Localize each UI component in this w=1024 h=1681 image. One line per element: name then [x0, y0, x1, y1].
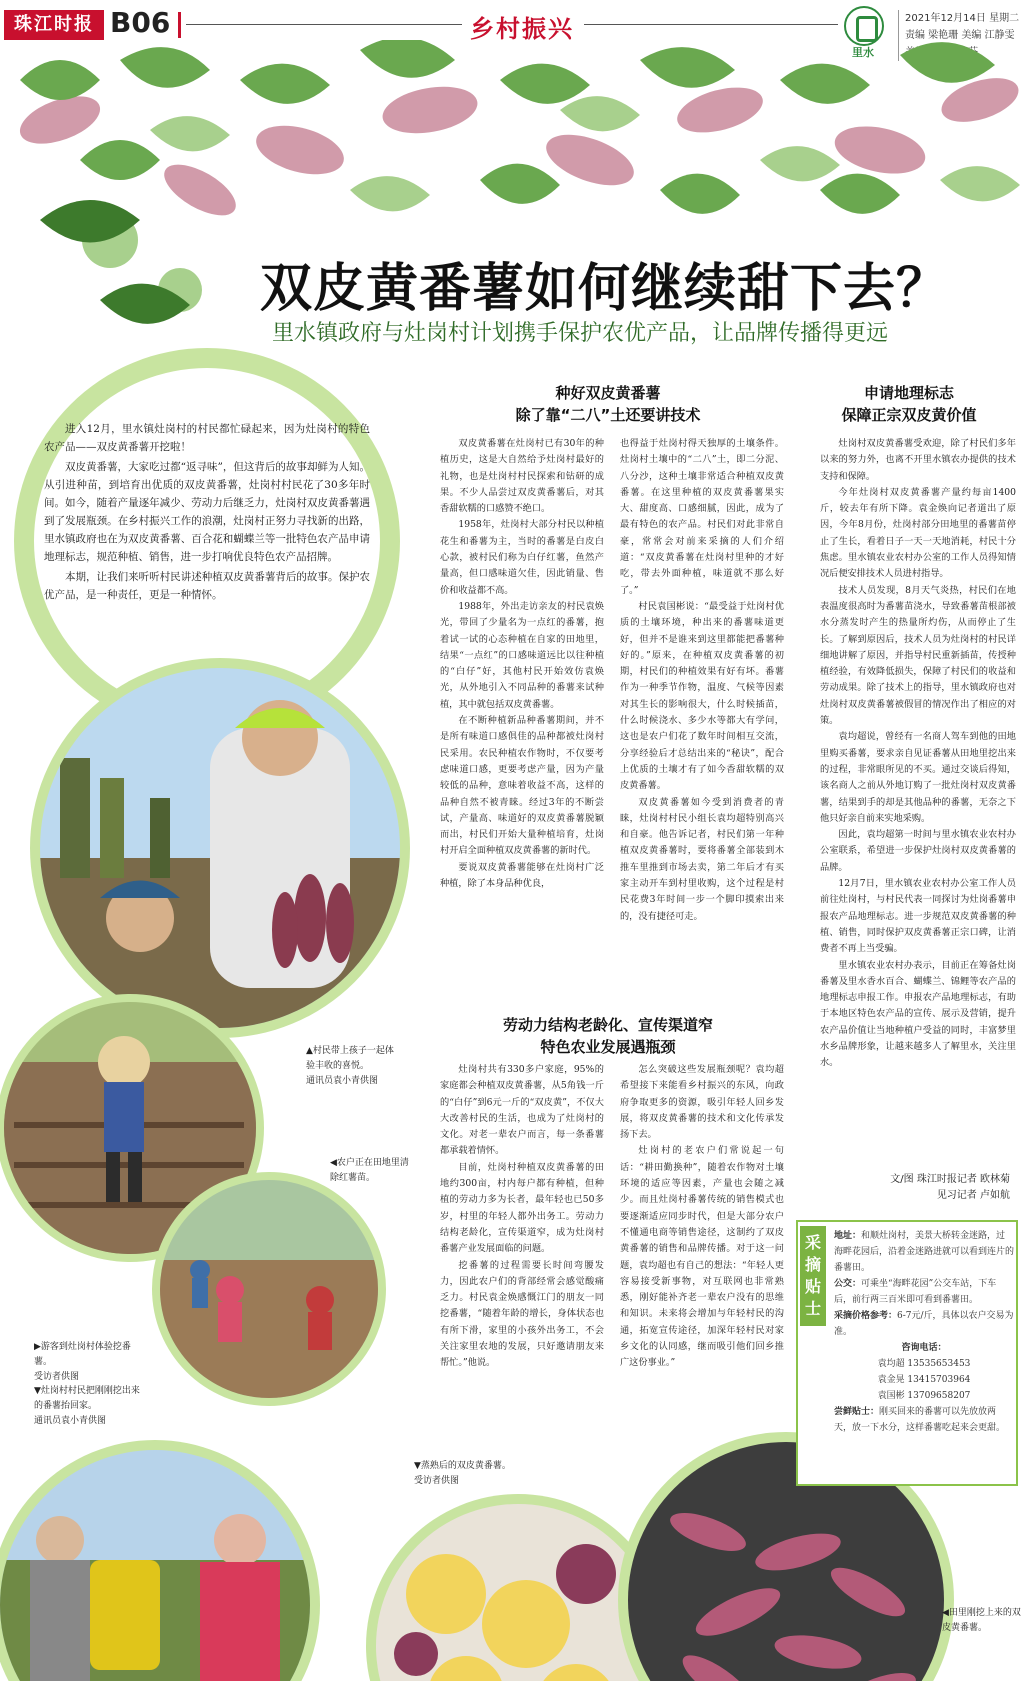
article-paragraph: 要说双皮黄番薯能够在灶岗村广泛种植，除了本身品种优良， — [440, 861, 604, 890]
lishui-logo-label: 里水 — [852, 46, 874, 59]
article-paragraph: 袁均超说，曾经有一名商人驾车到他的田地里购买番薯，要求亲自见证番薯从田地里挖出来的过程，非常眼所见的不买。通过交谈后得知，该名商人之前从外地订购了一批灶岗村双皮黄番薯，结果到手的却是其他品种的番薯，无奈之下他只好亲自前来实地采购。 — [820, 731, 1016, 824]
article-paragraph: 双皮黄番薯如今受到消费者的青睐，灶岗村村民小组长袁均超特别高兴和自豪。他告诉记者，村民们第一年种植双皮黄番薯时，要将番薯全部装到木推车里推到市场去卖，第二年后才有买家主动开车到村里收购，这个过程是村民花费3年时间一步一个脚印摸索出来的，没有捷径可走。 — [620, 796, 784, 922]
tips-tasting-text: 刚买回来的番薯可以先放放两天，放一下水分，这样番薯吃起来会更甜。 — [834, 1407, 1006, 1433]
article-paragraph: 1988年，外出走访亲友的村民袁焕光，带回了少量名为一点红的番薯，抱着试一试的心态种植在自家的田地里，结果“一点红”的口感味道远比以往种植的“白仔”好，其他村民开始效仿袁焕光，从外地引入不同品种的番薯来试种植，其中就包括双皮黄番薯。 — [440, 600, 604, 710]
caption-credit: 通讯员袁小青供图 — [34, 1416, 107, 1426]
article-paragraph: 怎么突破这些发展瓶颈呢？袁均超希望接下来能看乡村振兴的东风，向政府争取更多的资源，吸引年轻人回乡发展，将双皮黄番薯的技术和文化传承发扬下去。 — [620, 1064, 784, 1141]
issue-date: 2021年12月14日 星期二 — [905, 13, 1020, 24]
rule-right — [584, 24, 838, 25]
editor-credit-1: 责编 梁艳珊 美编 江静雯 — [905, 30, 1015, 41]
section-heading-line1: 申请地理标志 — [863, 384, 954, 402]
section-heading-line1: 种好双皮黄番薯 — [555, 384, 661, 402]
tips-tasting — [834, 1404, 1014, 1436]
caption-credit: 受访者供图 — [414, 1476, 460, 1486]
caption-text: ▲村民带上孩子一起体验丰收的喜悦。 — [306, 1046, 394, 1071]
article-paragraph: 挖番薯的过程需要长时间弯腰发力，因此农户们的背部经常会感觉酸痛乏力。村民袁金焕感慨江门的朋友一同挖番薯，“随着年龄的增长，身体状态也有所下滑，家里的小孩外出务工，不会关注家里农地的发展，只好邀请朋友来帮忙。”他说。 — [440, 1259, 604, 1369]
caption-text: ▼灶岗村村民把刚刚挖出来的番薯抬回家。 — [34, 1386, 140, 1411]
tips-price — [834, 1308, 1014, 1340]
article-paragraph: 1958年，灶岗村大部分村民以种植花生和番薯为主，当时的番薯是白皮白心款，被村民们称为白仔红薯，鱼然产量高，但口感味道欠佳，因此销量、售价和收益都不高。 — [440, 519, 604, 596]
intro-text — [44, 420, 370, 606]
section-title: 乡村振兴 — [470, 15, 574, 43]
caption-credit: 通讯员袁小青供图 — [306, 1076, 379, 1086]
tips-transit-text: 可乘坐“海畔花园”公交车站，下车后，前行两三百米即可看到番薯田。 — [834, 1279, 997, 1305]
photo-caption: ◀田里刚挖上来的双皮黄番薯。 — [942, 1608, 1021, 1633]
article-column — [440, 436, 604, 892]
tips-tag: 采摘贴士 — [800, 1226, 826, 1326]
byline-intern: 见习记者 卢如航 — [936, 1190, 1010, 1201]
article-paragraph: 因此，袁均超第一时间与里水镇农业农村办公室联系，希望进一步保护灶岗村双皮黄番薯的品牌。 — [820, 829, 1016, 873]
photo-caption: ◀农户正在田地里清除红薯苗。 — [330, 1158, 409, 1183]
photo-caption — [306, 1044, 396, 1089]
photo-caption — [34, 1340, 134, 1385]
article-paragraph: 灶岗村双皮黄番薯受欢迎，除了村民们多年以来的努力外，也离不开里水镇农办提供的技术支持和保障。 — [820, 438, 1016, 482]
photo-caption — [34, 1384, 144, 1429]
article-paragraph: 目前，灶岗村种植双皮黄番薯的田地约300亩，村内每户都有种植，但种植的劳动力多为长者，最年轻也已50多岁，村里的年轻人都外出务工。劳动力结构老龄化，宣传渠道窄，成为灶岗村番薯产业发展面临的问题。 — [440, 1161, 604, 1255]
section-heading — [800, 382, 1018, 426]
photo-visitors — [160, 1180, 378, 1398]
caption-text: ▼蒸熟后的双皮黄番薯。 — [414, 1461, 511, 1471]
section-heading — [438, 1014, 778, 1058]
article-column — [440, 1062, 604, 1372]
tips-contact: 袁国彬 13709658207 — [877, 1391, 971, 1401]
article-column — [620, 1062, 784, 1372]
caption-text: ▶游客到灶岗村体验挖番薯。 — [34, 1342, 131, 1367]
section-heading-line2: 保障正宗双皮黄价值 — [841, 406, 977, 424]
tips-address-text: 和顺灶岗村，美景大桥转金迷路，过海畔花园后，沿着金迷路进就可以看到连片的番薯田。 — [834, 1231, 1015, 1273]
tips-price-label: 采摘价格参考： — [834, 1311, 898, 1321]
tips-address — [834, 1228, 1014, 1276]
section-heading-line1: 劳动力结构老龄化、宣传渠道窄 — [502, 1016, 713, 1034]
divider — [178, 12, 181, 38]
article-paragraph: 在不断种植新品种番薯期间，并不是所有味道口感俱佳的品种都被灶岗村民采用。农民种植农作物时，不仅要考虑味道口感，更要考虑产量，因为产量较低的品种，意味着收益不高，这样的品种自然不被青睐。经过3年的不断尝试，产量高、味道好的双皮黄番薯脱颖而出，村民们开始大量种植培育，灶岗村开启全面种植双皮黄番薯的新时代。 — [440, 715, 604, 857]
article-paragraph: 灶岗村的老农户们常说起一句话：“耕田勤换种”，随着农作物对土壤环境的适应等因素，产量也会随之减少。而且灶岗村番薯传统的销售模式也要逐渐适应同步时代，但是大部分农户不懂通电商等销售途径，这制约了双皮黄番薯的销售和品牌传播。对于这一问题，袁均超也有自己的想法：“年轻人更容易接受新事物，对互联网也非常熟悉，刚好能补齐老一辈农户没有的思维和知识。未来将会增加与年轻村民的沟通，拓宽宣传途径，加深年轻村民对家乡文化的认同感，继而吸引他们回乡推广这份事业。” — [620, 1145, 784, 1369]
tips-tasting-label: 尝鲜贴士： — [834, 1407, 880, 1417]
intro-paragraph: 双皮黄番薯，大家吃过都“返寻味”，但这背后的故事却鲜为人知。从引进种苗，到培育出优质的双皮黄番薯，灶岗村村民花了30多年时间。如今，随着产量逐年减少、劳动力后继乏力，灶岗村双皮黄番薯遇到了发展瓶颈。在乡村振兴工作的浪潮，灶岗村正努力寻找新的出路，里水镇政府也在为双皮黄番薯、百合花和蝴蝶兰等一批特色农产品申请地理标志，规范种植、销售，进一步打响优良特色农产品招牌。 — [44, 461, 370, 563]
byline-reporter: 文/图 珠江时报记者 欧林菊 — [890, 1174, 1010, 1185]
photo-kids-harvest — [40, 668, 400, 1028]
section-heading-line2: 除了靠“二八”土还要讲技术 — [515, 406, 701, 424]
photo-caption — [414, 1459, 614, 1489]
tips-address-label: 地址： — [834, 1231, 862, 1241]
tips-price-text: 6-7元/斤，具体以农户交易为准。 — [834, 1311, 1014, 1337]
caption-credit: 受访者供图 — [34, 1372, 80, 1382]
tips-transit — [834, 1276, 1014, 1308]
article-paragraph: 技术人员发现，8月天气炎热，村民们在地表温度很高时为番薯苗浇水，导致番薯苗根部被水分蒸发时产生的热量所灼伤，从而停止了生长。了解到原因后，技术人员为灶岗村的村民详细地讲解了原因，并指导村民重新插苗，传授种植经验，有效降低损失，保障了村民们的收益和劳动成果。除了技术上的指导，里水镇政府也对灶岗村双皮黄番薯被假冒的情况作出了相应的对策。 — [820, 584, 1016, 727]
newspaper-logo: 珠江时报 — [4, 10, 104, 40]
section-heading — [438, 382, 778, 426]
article-paragraph: 今年灶岗村双皮黄番薯产量约每亩1400斤，较去年有所下降。袁金焕向记者道出了原因，今年8月份，灶岗村部分田地里的番薯苗停止了生长，看着日子一天一天地消耗，村民十分焦虑。里水镇农业农村办公室的工作人员得知情况后便安排技术人员进村指导。 — [820, 486, 1016, 580]
byline — [860, 1172, 1010, 1204]
rule-left — [186, 24, 462, 25]
article-paragraph: 双皮黄番薯在灶岗村已有30年的种植历史，这是大自然给予灶岗村最好的礼物，也是灶岗村村民探索和钻研的成果。不少人品尝过双皮黄番薯后，对其香甜软糯的口感赞不绝口。 — [440, 438, 604, 515]
tips-contact: 袁均超 13535653453 — [877, 1359, 971, 1369]
headline: 双皮黄番薯如何继续甜下去？ — [260, 259, 950, 319]
tips-contact-title: 咨询电话： — [901, 1343, 947, 1353]
article-column — [620, 436, 784, 925]
article-paragraph: 灶岗村共有330多户家庭，95%的家庭都会种植双皮黄番薯，从5角钱一斤的“白仔”到6元一斤的“双皮黄”，不仅大大改善村民的生活，也成为了灶岗村的文化。对老一辈农户而言，每一条番薯都承载着情怀。 — [440, 1064, 604, 1157]
section-heading-line2: 特色农业发展遇瓶颈 — [540, 1038, 676, 1056]
article-paragraph: 12月7日，里水镇农业农村办公室工作人员前往灶岗村，与村民代表一同探讨为灶岗番薯申报农产品地理标志。进一步规范双皮黄番薯的种植、销售，同时保护双皮黄番薯正宗口碑，让消费者不再上当受骗。 — [820, 878, 1016, 955]
subheadline: 里水镇政府与灶岗村计划携手保护农优产品，让品牌传播得更远 — [272, 321, 889, 346]
article-paragraph: 村民袁国彬说：“最受益于灶岗村优质的土壤环境，种出来的番薯味道更好，但并不是谁来到这里都能把番薯种好的。”原来，在种植双皮黄番薯的初期，村民们的种植效果有好有坏。番薯作为一种季节作物，温度、气候等因素对其生长的影响很大，什么时候插苗，什么时候浇水、多少水等都大有学问，这也是农户们花了数年时间相互交流，分享经验后才总结出来的“秘诀”，配合上优质的土壤才有了如今香甜软糯的双皮黄番薯。 — [620, 600, 784, 792]
page-number: B06 — [110, 6, 171, 39]
article-column — [820, 436, 1016, 1072]
tips-contact: 袁金晃 13415703964 — [877, 1375, 971, 1385]
intro-paragraph: 进入12月，里水镇灶岗村的村民都忙碌起来，因为灶岗村的特色农产品——双皮黄番薯开挖啦！ — [44, 423, 370, 453]
tips-content — [834, 1228, 1014, 1436]
intro-paragraph: 本期，让我们来听听村民讲述种植双皮黄番薯背后的故事。保护农优产品，是一种责任，更是一种情怀。 — [44, 571, 370, 601]
article-paragraph: 也得益于灶岗村得天独厚的土壤条件。灶岗村土壤中的“二八”土，即二分泥、八分沙，这种土壤非常适合种植双皮黄番薯。在这里种植的双皮黄番薯果实大、甜度高、口感细腻，因此，成为了最有特色的农产品。村民们对此非常自豪，常常会对前来采摘的人们介绍道：“双皮黄番薯在灶岗村里种的才好吃，带去外面种植，味道就不那么好了。” — [620, 438, 784, 596]
tips-transit-label: 公交： — [834, 1279, 862, 1289]
article-paragraph: 里水镇农业农村办表示，目前正在筹备灶岗番薯及里水香水百合、蝴蝶兰、锦鲤等农产品的地理标志申报工作。申报农产品地理标志，有助于本地区特色农产品的宣传、展示及营销，提升农产品价值让当地种植户受益的同时，丰富梦里水乡品牌形象，让越来越多人了解里水，关注里水。 — [820, 959, 1016, 1069]
